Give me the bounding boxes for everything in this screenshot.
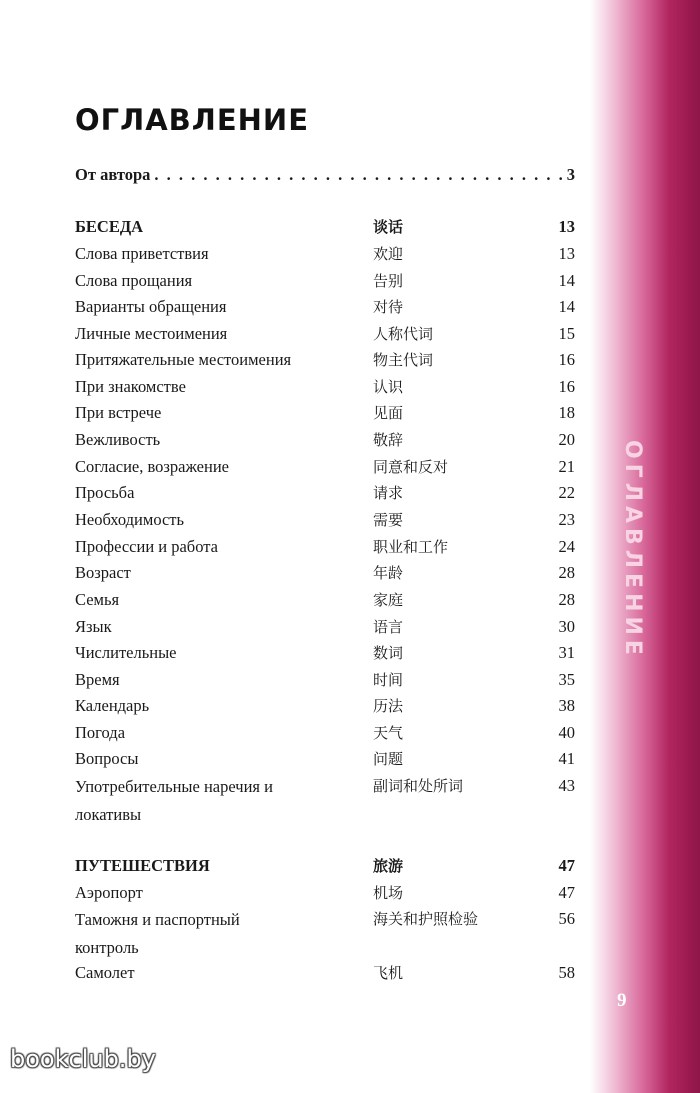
toc-entry [75,560,575,586]
toc-page: 13 [558,244,575,263]
toc-page: 47 [558,856,575,875]
page-number: 9 [617,990,627,1011]
toc-ru-title: Возраст [75,563,131,582]
toc-entry [75,720,575,746]
toc-page: 38 [558,696,575,715]
toc-ru-title: Семья [75,590,120,609]
toc-ru-title: Слова прощания [75,271,193,290]
toc-entry [75,693,575,719]
toc-entry [75,507,575,533]
toc-zh-title: 敬辞 [373,431,404,449]
toc-entry [75,534,575,560]
toc-entry [75,374,575,400]
toc-zh-title: 请求 [373,484,404,502]
toc-ru-title: БЕСЕДА [75,217,144,236]
toc-ru-title: Варианты обращения [75,297,227,316]
toc-page: 15 [558,324,575,343]
toc-entry [75,587,575,613]
toc-page: 20 [558,430,575,449]
toc-entry [75,347,575,373]
toc-entry [75,773,575,829]
toc-zh-title: 职业和工作 [373,538,449,556]
toc-zh-title: 数词 [373,644,404,662]
toc-ru-title: При знакомстве [75,377,186,396]
toc-ru-title: Таможня и паспортный контроль [75,910,240,957]
toc-page: 14 [558,271,575,290]
toc-zh-title: 历法 [373,697,404,715]
toc-zh-title: 物主代词 [373,351,434,369]
toc-entry [75,400,575,426]
toc-zh-title: 海关和护照检验 [373,910,479,928]
sidebar-title: ОГЛАВЛЕНИЕ [620,440,645,660]
toc-ru-title: Вопросы [75,749,139,768]
toc-page: 43 [558,776,575,795]
toc-ru-title: Слова приветствия [75,244,209,263]
section-heading-travel [75,853,575,879]
toc-ru-title: Числительные [75,643,177,662]
toc-ru-title: При встрече [75,403,162,422]
toc-ru-title: Необходимость [75,510,185,529]
toc-page: 58 [558,963,575,982]
toc-page: 28 [558,590,575,609]
sidebar-band [590,0,700,1093]
toc-page: 14 [558,297,575,316]
toc-page: 21 [558,457,575,476]
toc-entry [75,746,575,772]
toc-ru-title: Просьба [75,483,135,502]
toc-page: 23 [558,510,575,529]
toc-entry [75,427,575,453]
toc-entry [75,454,575,480]
toc-ru-title: Время [75,670,120,689]
toc-page: 24 [558,537,575,556]
leader-dots [154,165,562,185]
toc-ru-title: Аэропорт [75,883,143,902]
toc-zh-title: 飞机 [373,964,404,982]
toc-page: 40 [558,723,575,742]
toc-page: 35 [558,670,575,689]
toc-entry [75,294,575,320]
toc-zh-title: 年龄 [373,564,404,582]
toc-ru-title: Личные местоимения [75,324,228,343]
toc-ru-title: Самолет [75,963,135,982]
toc-page: 56 [558,909,575,928]
toc-zh-title: 认识 [373,378,404,396]
toc-ru-title: Употребительные наречия и локативы [75,777,273,824]
author-entry [75,165,575,185]
toc-entry [75,667,575,693]
toc-ru-title: Вежливость [75,430,161,449]
toc-ru-title: Календарь [75,696,150,715]
toc-zh-title: 问题 [373,750,404,768]
author-label: От автора [75,165,151,184]
toc-zh-title: 旅游 [373,857,404,875]
toc-entry [75,321,575,347]
toc-entry [75,241,575,267]
toc-entry [75,640,575,666]
toc-page: 16 [558,377,575,396]
toc-entry [75,614,575,640]
toc-zh-title: 见面 [373,404,404,422]
toc-page: 28 [558,563,575,582]
toc-entry [75,268,575,294]
toc-ru-title: Погода [75,723,126,742]
toc-zh-title: 副词和处所词 [373,777,464,795]
toc-page: 47 [558,883,575,902]
toc-zh-title: 天气 [373,724,404,742]
toc-ru-title: Язык [75,617,112,636]
toc-zh-title: 谈话 [373,218,404,236]
toc-zh-title: 机场 [373,884,404,902]
toc-zh-title: 欢迎 [373,245,404,263]
toc-ru-title: ПУТЕШЕСТВИЯ [75,856,210,875]
section-heading-conversation [75,214,575,240]
page-title: ОГЛАВЛЕНИЕ [75,103,310,137]
toc-zh-title: 需要 [373,511,404,529]
toc-zh-title: 对待 [373,298,404,316]
toc-zh-title: 告别 [373,272,404,290]
toc-page: 22 [558,483,575,502]
toc-ru-title: Согласие, возражение [75,457,229,476]
toc-zh-title: 语言 [373,618,404,636]
toc-zh-title: 同意和反对 [373,458,449,476]
watermark: bookclub.by [10,1045,156,1073]
author-page: 3 [566,165,575,184]
toc-page: 31 [558,643,575,662]
toc-entry [75,906,575,962]
toc-ru-title: Профессии и работа [75,537,218,556]
toc-zh-title: 人称代词 [373,325,434,343]
toc-zh-title: 时间 [373,671,404,689]
toc-page: 18 [558,403,575,422]
toc-page: 30 [558,617,575,636]
toc-entry [75,960,575,986]
toc-ru-title: Притяжательные местоимения [75,350,292,369]
toc-page: 41 [558,749,575,768]
toc-entry [75,480,575,506]
toc-page: 13 [558,217,575,236]
toc-entry [75,880,575,906]
toc-zh-title: 家庭 [373,591,404,609]
toc-page: 16 [558,350,575,369]
